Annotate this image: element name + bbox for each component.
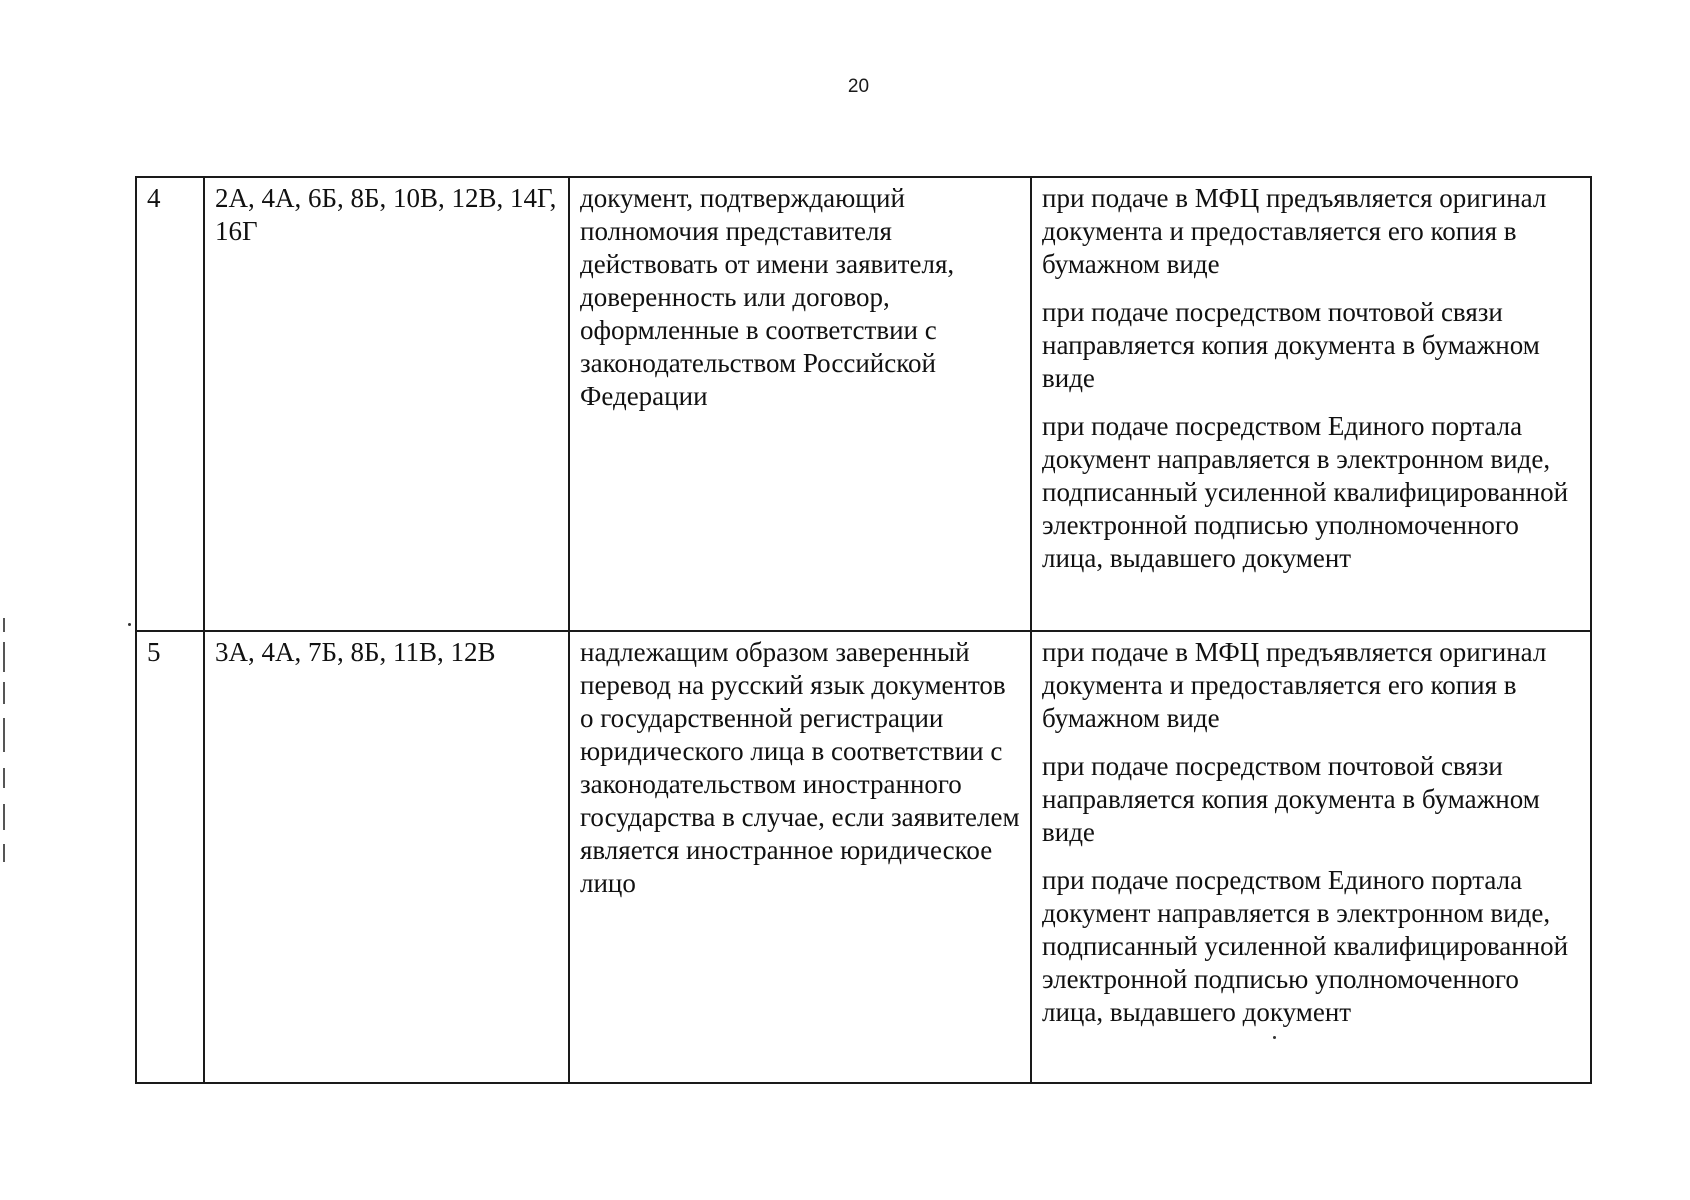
method-post: при подаче посредством почтовой связи направляется копия документа в бумажном виде: [1042, 297, 1540, 393]
row-document: надлежащим образом заверенный перевод на русский язык документов о государственной регистрации юридического лица в соответствии с законодательством иностранного государства в случае, если заявителем является иностранное юридическое лицо: [569, 631, 1031, 1083]
table-row: [136, 631, 1591, 1083]
row-methods: [1031, 631, 1591, 1083]
row-codes: 2А, 4А, 6Б, 8Б, 10В, 12В, 14Г, 16Г: [204, 177, 569, 631]
row-number: 5: [136, 631, 204, 1083]
method-mfc: при подаче в МФЦ предъявляется оригинал документа и предоставляется его копия в бумажном виде: [1042, 637, 1547, 733]
row-codes: 3А, 4А, 7Б, 8Б, 11В, 12В: [204, 631, 569, 1083]
table-row: [136, 177, 1591, 631]
page-number: 20: [847, 76, 870, 97]
scan-edge-marks: [3, 618, 7, 868]
row-methods: [1031, 177, 1591, 631]
method-post: при подаче посредством почтовой связи направляется копия документа в бумажном виде: [1042, 751, 1540, 847]
method-mfc: при подаче в МФЦ предъявляется оригинал документа и предоставляется его копия в бумажном виде: [1042, 183, 1547, 279]
stray-dot: [128, 623, 131, 626]
method-portal: при подаче посредством Единого портала документ направляется в электронном виде, подписанный усиленной квалифицированной электронной подписью уполномоченного лица, выдавшего документ: [1042, 411, 1569, 573]
row-number: 4: [136, 177, 204, 631]
method-portal: при подаче посредством Единого портала документ направляется в электронном виде, подписанный усиленной квалифицированной электронной подписью уполномоченного лица, выдавшего документ: [1042, 865, 1569, 1027]
row-document: документ, подтверждающий полномочия представителя действовать от имени заявителя, доверенность или договор, оформленные в соответствии с законодательством Российской Федерации: [569, 177, 1031, 631]
requirements-table: [135, 176, 1592, 1084]
